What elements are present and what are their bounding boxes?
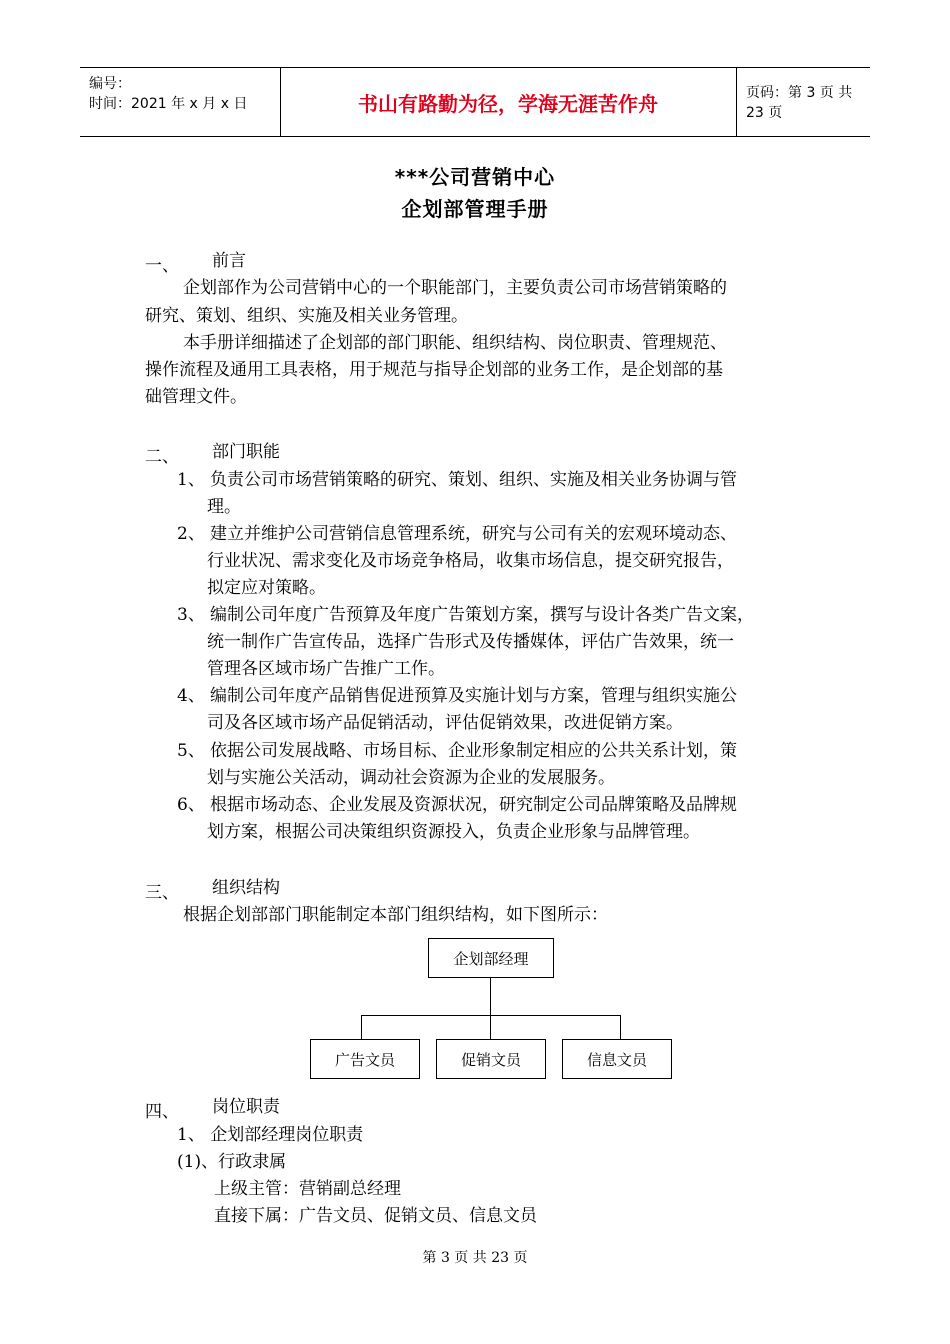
section-heading: 岗位职责	[212, 1097, 280, 1117]
org-connector	[620, 1015, 621, 1039]
section-number: 三、	[145, 883, 179, 903]
doc-title-line2: 企划部管理手册	[401, 197, 549, 221]
list-item-line: 理。	[207, 497, 241, 517]
paragraph-line: 研究、策划、组织、实施及相关业务管理。	[145, 306, 468, 326]
paragraph-line: 根据企划部部门职能制定本部门组织结构，如下图所示：	[183, 905, 608, 925]
org-node-ad-clerk: 广告文员	[310, 1039, 420, 1079]
paragraph-line: 础管理文件。	[145, 387, 247, 407]
list-item-line: 管理各区域市场广告推广工作。	[207, 659, 445, 679]
paragraph-line: 本手册详细描述了企划部的部门职能、组织结构、岗位职责、管理规范、	[183, 333, 727, 353]
list-item-line: 依据公司发展战略、市场目标、企业形象制定相应的公共关系计划，策	[210, 741, 737, 761]
section-heading: 部门职能	[212, 442, 280, 462]
list-item-line: 划与实施公关活动，调动社会资源为企业的发展服务。	[207, 768, 615, 788]
paragraph-line: 上级主管：营销副总经理	[214, 1179, 401, 1199]
list-item-line: 根据市场动态、企业发展及资源状况，研究制定公司品牌策略及品牌规	[210, 795, 737, 815]
subsection-heading: 1、 企划部经理岗位职责	[177, 1125, 364, 1145]
page-header	[80, 67, 870, 137]
org-node-info-clerk: 信息文员	[562, 1039, 672, 1079]
section-heading: 组织结构	[212, 878, 280, 898]
list-item-number: 3、	[177, 605, 205, 625]
section-number: 一、	[145, 256, 179, 276]
org-connector	[490, 1015, 491, 1039]
list-item-number: 1、	[177, 470, 205, 490]
org-connector	[361, 1015, 621, 1016]
list-item-line: 编制公司年度广告预算及年度广告策划方案，撰写与设计各类广告文案，	[210, 605, 754, 625]
org-node-promo-clerk: 促销文员	[436, 1039, 546, 1079]
list-item-number: 5、	[177, 741, 205, 761]
paragraph-line: 企划部作为公司营销中心的一个职能部门，主要负责公司市场营销策略的	[183, 278, 727, 298]
list-item-line: 行业状况、需求变化及市场竞争格局，收集市场信息，提交研究报告，	[207, 551, 734, 571]
list-item-line: 建立并维护公司营销信息管理系统，研究与公司有关的宏观环境动态、	[210, 524, 737, 544]
list-item-number: 4、	[177, 686, 205, 706]
header-page: 页码：第 3 页 共 23 页	[746, 85, 853, 121]
paragraph-line: 操作流程及通用工具表格，用于规范与指导企划部的业务工作，是企划部的基	[145, 360, 723, 380]
header-time: 时间：2021 年 x 月 x 日	[89, 96, 248, 112]
list-item-line: 司及各区域市场产品促销活动，评估促销效果，改进促销方案。	[207, 713, 683, 733]
org-connector	[361, 1015, 362, 1039]
section-number: 四、	[145, 1102, 179, 1122]
header-number: 编号：	[89, 76, 131, 92]
list-item-line: 编制公司年度产品销售促进预算及实施计划与方案，管理与组织实施公	[210, 686, 737, 706]
list-item-line: 拟定应对策略。	[207, 578, 326, 598]
subsection-heading: (1)、行政隶属	[177, 1152, 287, 1172]
list-item-line: 划方案，根据公司决策组织资源投入，负责企业形象与品牌管理。	[207, 822, 700, 842]
list-item-number: 6、	[177, 795, 205, 815]
doc-title-line1: ***公司营销中心	[394, 165, 556, 189]
list-item-line: 负责公司市场营销策略的研究、策划、组织、实施及相关业务协调与管	[210, 470, 737, 490]
org-connector	[490, 977, 491, 1015]
paragraph-line: 直接下属：广告文员、促销文员、信息文员	[214, 1206, 537, 1226]
header-info-cell	[80, 68, 281, 136]
list-item-number: 2、	[177, 524, 205, 544]
page-footer: 第 3 页 共 23 页	[422, 1250, 528, 1266]
header-motto: 书山有路勤为径，学海无涯苦作舟	[280, 68, 737, 136]
org-node-manager: 企划部经理	[428, 938, 554, 978]
list-item-line: 统一制作广告宣传品，选择广告形式及传播媒体，评估广告效果，统一	[207, 632, 734, 652]
section-heading: 前言	[212, 251, 246, 271]
section-number: 二、	[145, 447, 179, 467]
